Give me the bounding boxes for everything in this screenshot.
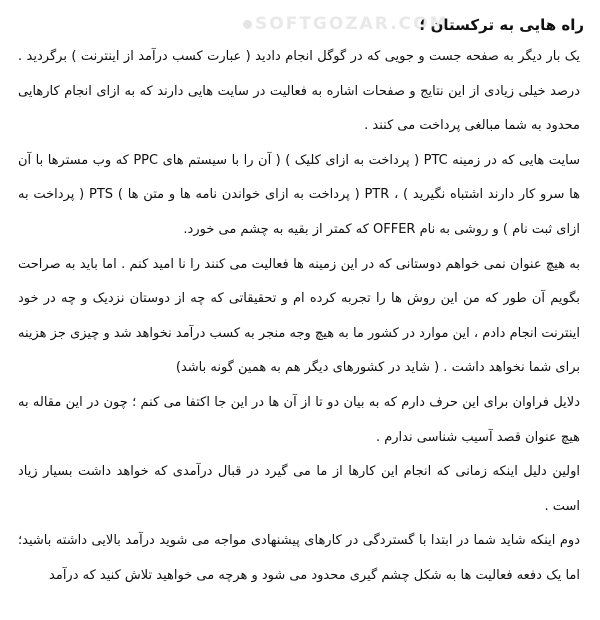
document-title: راه هایی به ترکستان ؛	[419, 16, 584, 34]
paragraph-4: دلایل فراوان برای این حرف دارم که به بیان دو تا از آن ها در این جا اکتفا می کنم ؛ چون در این مقاله به هیچ عنوان قصد آسیب شناسی ندارم .	[18, 394, 580, 445]
paragraph-5: اولین دلیل اینکه زمانی که انجام این کارها از ما می گیرد در قبال درآمدی که خواهد داشت بسیار زیاد است .	[18, 464, 580, 514]
watermark-text: SOFTGOZAR.COM	[255, 14, 449, 34]
paragraph-1: یک بار دیگر به صفحه جست و جویی که در گوگل انجام دادید ( عبارت کسب درآمد از اینترنت ) برگردید . درصد خیلی زیادی از این نتایج و صفحات اشاره به فعالیت در سایت هایی دارند که به ازای انجام کارهایی محدود به شما مبالغی پرداخت می کنند .	[18, 49, 580, 134]
paragraph-2: سایت هایی که در زمینه PTC ( پرداخت به ازای کلیک ) ( آن را با سیستم های PPC که وب مسترها با آن ها سرو کار دارند اشتباه نگیرید ) ، PTR ( پرداخت به ازای خواندن نامه ها و متن ها ) PTS ( پرداخت به ازای ثبت نام ) و روشی به نام OFFER که کمتر از بقیه به چشم می خورد.	[18, 152, 580, 237]
paragraph-6: دوم اینکه شاید شما در ابتدا با گستردگی در کارهای پیشنهادی مواجه می شوید درآمد بالایی داشته باشید؛ اما یک دفعه فعالیت ها به شکل چشم گیری محدود می شود و هرچه می خواهید تلاش کنید که درآمد	[18, 533, 580, 583]
paragraph-3: به هیچ عنوان نمی خواهم دوستانی که در این زمینه ها فعالیت می کنند را نا امید کنم . اما باید به صراحت بگویم آن طور که من این روش ها را تجربه کرده ام و تحقیقاتی که چه از دوستان نزدیک و چه در خود اینترنت انجام دادم ، این موارد در کشور ما به هیچ وجه منجر به کسب درآمد نخواهد شد و چیزی جز هزینه برای شما نخواهد داشت . ( شاید در کشورهای دیگر هم به همین گونه باشد)	[18, 256, 580, 376]
